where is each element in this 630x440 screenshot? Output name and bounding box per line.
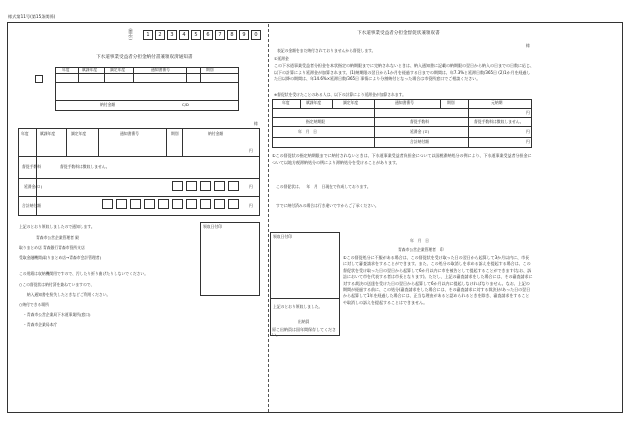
right-issue-line2: すでに納付済みの場合は行き違いですからご了承ください。 bbox=[276, 203, 379, 208]
right-stamp-footer: 原こ出納員は国年間保存してください。 bbox=[272, 327, 336, 337]
notice-amount-label: 納付金額 bbox=[100, 102, 116, 107]
receipt-digit-box: 3 bbox=[167, 30, 177, 40]
bill-bank-line: 青森市公営企業管理者 殿 bbox=[36, 235, 79, 240]
right-footer1: ①この督促状の指定納期限までに納付されないときは、下水道事業受益者負担金について以国税滞納処分の例により、下水道事業受益者分担金について以地方税滞納処分の例により滞納処分を受けることがあります。 bbox=[272, 153, 532, 165]
rt-row-1-c3: 延滞金 (ロ) bbox=[410, 129, 430, 134]
bill-row-label-0: 督促手数料 bbox=[22, 164, 41, 169]
bill-yen-1: 円 bbox=[249, 184, 253, 189]
right-notes-title: ①延滞金 bbox=[274, 56, 289, 61]
notice-cd-label: C/D bbox=[182, 102, 189, 107]
right-notes: この下水道事業受益者分担金を本状指定の納期限までに完納されないときは、納入通知書に記載の納期限の翌日から納入の日までの日数に応じ、以下の計算により延滞金が加算されます。(1)納期限の翌日から1か月を経過する日までの期間は、年7.3%と延滞日数/365日 (2)1か月を経過した日以降の期間は、年14.6%×延滞日数/365日 事情により分割納付となった場合は市役所窓口でご相談ください。 bbox=[274, 63, 534, 82]
rt-row-0-c4: 督促手数料は徴収しません。 bbox=[474, 119, 524, 124]
rt-row-1-c4: 円 bbox=[526, 129, 530, 134]
amount-digit-box bbox=[172, 199, 183, 209]
rt-col-3: 通知書番号 bbox=[395, 100, 414, 105]
bill-row-text-0: 督促手数料は徴収しません。 bbox=[60, 164, 110, 169]
right-title: 下水道事業受益者分担金督促状兼領収書 bbox=[357, 31, 440, 36]
bill-col-0: 年度 bbox=[21, 131, 29, 136]
bill-field-8: ・青森市公営企業局下水道事業所(窓口) bbox=[23, 312, 91, 317]
rt-row-2-c3: 合計納付額 bbox=[410, 139, 429, 144]
fold-line bbox=[268, 24, 269, 412]
receipt-digit-box: 5 bbox=[191, 30, 201, 40]
rt-yen-top: 円 bbox=[526, 110, 530, 115]
amount-digit-box bbox=[158, 199, 169, 209]
amount-digit-box bbox=[144, 199, 155, 209]
rt-col-2: 調定年度 bbox=[343, 100, 359, 105]
amount-digit-box bbox=[200, 181, 211, 191]
receipt-digit-box: 1 bbox=[143, 30, 153, 40]
bill-yen-2: 円 bbox=[249, 203, 253, 208]
amount-digit-box bbox=[214, 181, 225, 191]
notice-col-3: 通知書番号 bbox=[151, 67, 170, 72]
receipt-digit-box: 8 bbox=[227, 30, 237, 40]
amount-digit-box bbox=[102, 199, 113, 209]
bill-row-label-1: 延滞金(ロ) bbox=[24, 184, 43, 189]
amount-digit-box bbox=[172, 181, 183, 191]
bill-field-6: 納入通知書を紛失したときなどご利用ください。 bbox=[23, 292, 111, 297]
form-number: 様式第11号(第15条関係) bbox=[8, 14, 56, 19]
right-issue-line: この督促状は、 年 月 日現在で作成しております。 bbox=[276, 184, 371, 189]
rt-col-5: 元納期 bbox=[491, 100, 503, 105]
bill-field-3: 受取金融機関(取りまとめ店→青森市会計管理者) bbox=[19, 255, 102, 260]
right-bottom-signer: 青森市公営企業管理者 印 bbox=[398, 247, 444, 252]
right-intro: 表記の金額をまだ納付されておりませんから督促します。 bbox=[277, 48, 376, 53]
bill-field-5: ○この督促状は納付済を兼ねていますので、 bbox=[19, 282, 95, 287]
notice-checkbox bbox=[35, 75, 43, 83]
rt-col-4: 期別 bbox=[447, 100, 455, 105]
notice-col-1: 賦課年度 bbox=[82, 67, 98, 72]
amount-digit-box bbox=[186, 181, 197, 191]
bill-field-7: ○納付できる場所 bbox=[19, 302, 49, 307]
receipt-digit-box: 2 bbox=[155, 30, 165, 40]
bill-col-5: 納付金額 bbox=[208, 131, 224, 136]
amount-digit-box bbox=[228, 181, 239, 191]
bill-seal-box bbox=[200, 222, 260, 296]
rt-col-0: 年度 bbox=[282, 100, 290, 105]
rt-date: 年 月 日 bbox=[298, 129, 317, 134]
amount-digit-box bbox=[116, 199, 127, 209]
right-stamp-label: 領収日付印 bbox=[273, 234, 292, 239]
bill-field-2: 取りまとめ店 青森銀行青森市役所支店 bbox=[19, 245, 85, 250]
bill-honor: 様 bbox=[254, 121, 258, 126]
receipt-digit-box: 4 bbox=[179, 30, 189, 40]
bill-field-4: この用紙は収納機関用ですので、汚したり折り曲げたりしないでください。 bbox=[19, 271, 149, 276]
right-bottom-date: 年 月 日 bbox=[410, 238, 429, 243]
right-stamp-text2: 出納員 bbox=[298, 319, 310, 324]
notice-col-2: 調定年度 bbox=[110, 67, 126, 72]
bill-field-0: 上記のとおり領収しましたので通知します。 bbox=[19, 224, 95, 229]
bill-col-3: 通知書番号 bbox=[120, 131, 139, 136]
rt-row-0-c3: 督促手数料 bbox=[410, 119, 429, 124]
right-stamp-text: 上記のとおり領収しました。 bbox=[273, 304, 323, 309]
notice-title: 下水道事業受益者分担金納付書兼領収済通知書 bbox=[96, 55, 193, 60]
bill-row-label-2: 合計納付額 bbox=[22, 203, 41, 208]
bill-yen-0: 円 bbox=[249, 148, 253, 153]
receipt-digit-box: 6 bbox=[203, 30, 213, 40]
bill-col-1: 賦課年度 bbox=[40, 131, 56, 136]
notice-col-0: 年度 bbox=[62, 67, 70, 72]
receipt-digit-box: 0 bbox=[251, 30, 261, 40]
rt-col-1: 賦課年度 bbox=[306, 100, 322, 105]
amount-digit-box bbox=[186, 199, 197, 209]
right-notes2: ※督促状を受けたことのある人は、以下の計算により延滞金が加算されます。 bbox=[274, 92, 406, 97]
notice-col-4: 期別 bbox=[206, 67, 214, 72]
bill-col-2: 調定年度 bbox=[71, 131, 87, 136]
receipt-label: (分冊) bbox=[128, 28, 133, 40]
right-appeal: ①この督促処分に不服がある場合は、この督促状を受け取った日の翌日から起算して3か月以内に、市長に対して審査請求をすることができます。また、この処分の取消しを求める訴えを提起する場合は、この督促状を受け取った日の翌日から起算して6か月以内に市を被告として提起することができます(なお、訴訟において市を代表する者は市長となります)。ただし、上記の審査請求をした場合には、その審査請求に対する裁決の送達を受けた日の翌日から起算して6か月以内に提起しなければなりません。なお、上記の期間が経過する前に、この処分(審査請求をした場合には、その審査請求に対する裁決)があった日の翌日から起算して1年を経過した場合には、正当な理由があると認められるときを除き、審査請求をすることや取消しの訴えを提起することはできません。 bbox=[343, 255, 533, 305]
right-honor: 様 bbox=[526, 43, 530, 48]
amount-digit-box bbox=[214, 199, 225, 209]
amount-digit-box bbox=[200, 199, 211, 209]
bill-col-4: 期別 bbox=[171, 131, 179, 136]
bill-seal-label: 領収日付印 bbox=[203, 224, 222, 229]
bill-field-9: ・青森市企業局本庁 bbox=[23, 322, 58, 327]
rt-row-0-c1: 指定納期限 bbox=[306, 119, 325, 124]
amount-digit-box bbox=[228, 199, 239, 209]
receipt-digit-box: 7 bbox=[215, 30, 225, 40]
receipt-digit-box: 9 bbox=[239, 30, 249, 40]
amount-digit-box bbox=[130, 199, 141, 209]
rt-row-2-c4: 円 bbox=[526, 139, 530, 144]
